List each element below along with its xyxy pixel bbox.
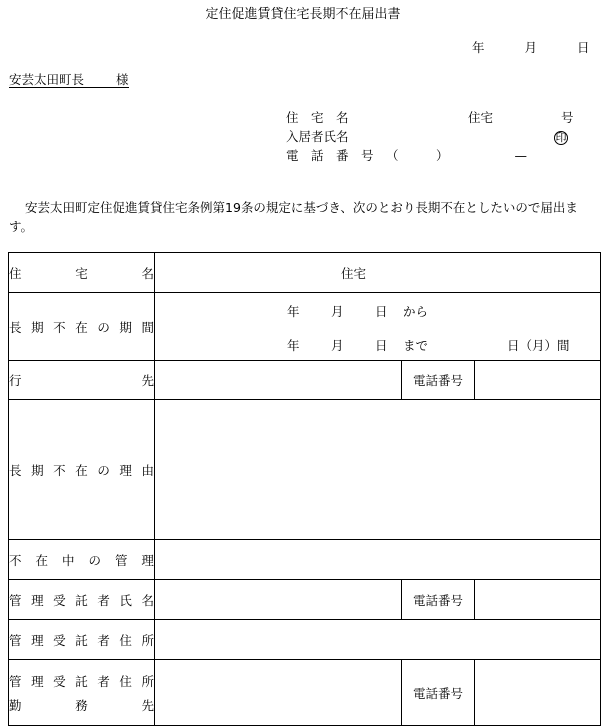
trustee-address-label-cell bbox=[9, 620, 155, 660]
document-title: 定住促進賃貸住宅長期不在届出書 bbox=[205, 7, 401, 22]
applicant-housing-number: 号 bbox=[560, 110, 574, 125]
trustee-work-value-cell[interactable] bbox=[155, 660, 402, 726]
trustee-work-phone-value-cell[interactable] bbox=[475, 660, 601, 726]
label-char: 務 bbox=[75, 697, 88, 713]
housing-label bbox=[9, 264, 154, 282]
applicant-housing-unit: 住宅 bbox=[467, 110, 493, 125]
period-from-suffix: から bbox=[403, 304, 429, 319]
row-housing bbox=[9, 253, 601, 293]
housing-value-cell[interactable] bbox=[155, 253, 601, 293]
applicant-housing-row bbox=[286, 108, 573, 126]
label-char: 不 bbox=[9, 552, 22, 568]
period-to-year: 年 bbox=[287, 338, 300, 353]
label-char: 理 bbox=[31, 673, 44, 689]
label-char: 期 bbox=[119, 319, 132, 335]
label-char: 管 bbox=[9, 592, 22, 608]
applicant-housing-label: 住 宅 名 bbox=[286, 110, 349, 125]
label-char: の bbox=[88, 552, 101, 568]
label-char: 由 bbox=[141, 462, 154, 478]
label-char: 先 bbox=[141, 373, 154, 388]
label-char: 在 bbox=[75, 462, 88, 478]
label-char: 理 bbox=[31, 632, 44, 648]
row-destination bbox=[9, 361, 601, 400]
label-char: 管 bbox=[9, 673, 22, 689]
period-from-month: 月 bbox=[331, 304, 344, 319]
intro-paragraph: 安芸太田町定住促進賃貸住宅条例第19条の規定に基づき、次のとおり長期不在としたいので届出ます。 bbox=[9, 200, 578, 234]
label-char: 者 bbox=[97, 632, 110, 648]
destination-label bbox=[9, 371, 154, 389]
destination-phone-label: 電話番号 bbox=[402, 361, 475, 400]
trustee-name-label bbox=[9, 591, 154, 609]
destination-phone-value-cell[interactable] bbox=[475, 361, 601, 400]
label-char: 住 bbox=[119, 632, 132, 648]
label-char: 住 bbox=[9, 265, 22, 281]
addressee-name: 安芸太田町長 bbox=[9, 72, 85, 87]
applicant-phone-paren: （ ） bbox=[385, 148, 449, 163]
label-char: 管 bbox=[114, 552, 128, 568]
destination-value-cell[interactable] bbox=[155, 361, 402, 400]
label-char: の bbox=[97, 462, 110, 478]
label-char: 所 bbox=[141, 632, 154, 648]
date-month: 月 bbox=[524, 40, 537, 55]
label-char: 理 bbox=[141, 552, 154, 568]
applicant-phone-row bbox=[286, 146, 527, 164]
period-duration: 日（月）間 bbox=[507, 338, 570, 353]
label-char: 託 bbox=[75, 592, 88, 608]
applicant-phone-dash: — bbox=[514, 148, 527, 163]
reason-label-cell bbox=[9, 400, 155, 540]
label-char: 所 bbox=[141, 673, 154, 689]
housing-value: 住宅 bbox=[341, 265, 367, 281]
notification-form bbox=[8, 252, 601, 726]
row-management bbox=[9, 540, 601, 580]
submission-date bbox=[472, 38, 589, 56]
management-label bbox=[9, 551, 154, 569]
label-char: 者 bbox=[97, 592, 110, 608]
label-char: 間 bbox=[141, 319, 154, 335]
period-from-day: 日 bbox=[375, 304, 388, 319]
label-char: 勤 bbox=[9, 697, 22, 713]
reason-value-cell[interactable] bbox=[155, 400, 601, 540]
applicant-resident-label: 入居者氏名 bbox=[286, 129, 349, 144]
addressee-honorific: 様 bbox=[116, 72, 129, 87]
period-value-cell[interactable] bbox=[155, 293, 601, 361]
applicant-resident-row bbox=[286, 127, 568, 145]
label-char: の bbox=[97, 319, 110, 335]
row-trustee-work bbox=[9, 660, 601, 726]
trustee-address-value-cell[interactable] bbox=[155, 620, 601, 660]
management-value-cell[interactable] bbox=[155, 540, 601, 580]
label-char: 受 bbox=[53, 673, 66, 689]
label-char: 在 bbox=[75, 319, 88, 335]
label-char: 託 bbox=[75, 673, 88, 689]
label-char: 管 bbox=[9, 632, 22, 648]
row-trustee-address bbox=[9, 620, 601, 660]
row-trustee-name bbox=[9, 580, 601, 620]
label-char: 氏 bbox=[119, 592, 132, 608]
label-char: 行 bbox=[9, 373, 22, 388]
label-char: 住 bbox=[119, 673, 132, 689]
label-char: 中 bbox=[61, 552, 75, 568]
trustee-name-label-cell bbox=[9, 580, 155, 620]
label-char: 託 bbox=[75, 632, 88, 648]
date-day: 日 bbox=[576, 40, 590, 55]
trustee-work-phone-label: 電話番号 bbox=[402, 660, 475, 726]
applicant-phone-label: 電 話 番 号 bbox=[286, 148, 374, 163]
label-char: 者 bbox=[97, 673, 110, 689]
management-label-cell bbox=[9, 540, 155, 580]
period-label-cell bbox=[9, 293, 155, 361]
label-char: 期 bbox=[31, 462, 44, 478]
period-label bbox=[9, 318, 154, 336]
trustee-work-label-line2 bbox=[9, 696, 154, 714]
trustee-name-value-cell[interactable] bbox=[155, 580, 402, 620]
date-year: 年 bbox=[472, 40, 485, 55]
label-char: 先 bbox=[141, 697, 154, 713]
period-to-month: 月 bbox=[331, 338, 344, 353]
label-char: 期 bbox=[31, 319, 44, 335]
label-char: 受 bbox=[53, 592, 66, 608]
period-from-year: 年 bbox=[287, 304, 300, 319]
label-char: 不 bbox=[53, 462, 66, 478]
label-char: 宅 bbox=[75, 265, 88, 281]
label-char: 理 bbox=[119, 462, 132, 478]
period-to-day: 日 bbox=[375, 338, 388, 353]
label-char: 長 bbox=[9, 319, 22, 335]
reason-label bbox=[9, 461, 154, 479]
housing-label-cell bbox=[9, 253, 155, 293]
addressee bbox=[9, 73, 129, 88]
row-reason bbox=[9, 400, 601, 540]
seal-mark: 印 bbox=[555, 131, 567, 144]
label-char: 長 bbox=[9, 462, 22, 478]
label-char: 名 bbox=[141, 265, 154, 281]
label-char: 不 bbox=[53, 319, 66, 335]
label-char: 在 bbox=[35, 552, 48, 568]
label-char: 名 bbox=[141, 592, 154, 608]
destination-label-cell bbox=[9, 361, 155, 400]
row-period bbox=[9, 293, 601, 361]
trustee-work-label-line1 bbox=[9, 672, 154, 690]
trustee-name-phone-label: 電話番号 bbox=[402, 580, 475, 620]
trustee-work-label-cell bbox=[9, 660, 155, 726]
trustee-address-label bbox=[9, 631, 154, 649]
period-to-suffix: まで bbox=[403, 338, 429, 353]
trustee-name-phone-value-cell[interactable] bbox=[475, 580, 601, 620]
label-char: 受 bbox=[53, 632, 66, 648]
label-char: 理 bbox=[31, 592, 44, 608]
